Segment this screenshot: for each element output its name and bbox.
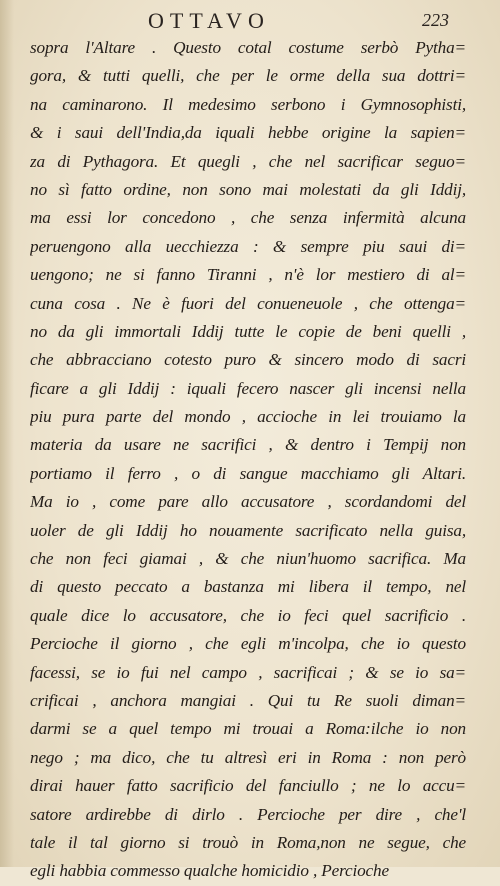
text-line: ma essi lor concedono , che senza infermità alcuna xyxy=(30,208,466,228)
text-line: darmi se a quel tempo mi trouai a Roma:ilche io non xyxy=(30,719,466,739)
text-line: no da gli immortali Iddij tutte le copie de beni quelli , xyxy=(30,321,466,341)
text-line: uengono; ne si fanno Tiranni , n'è lor mestiero di al= xyxy=(30,265,466,285)
text-line: portiamo il ferro , o di sangue macchiamo gli Altari. xyxy=(30,463,466,483)
text-line: facessi, se io fui nel campo , sacrificai ; & se io sa= xyxy=(30,662,466,682)
text-line: egli habbia commesso qualche homicidio , Percioche xyxy=(30,861,389,881)
page-number: 223 xyxy=(422,10,449,30)
text-line: quale dice lo accusatore, che io feci quel sacrificio . xyxy=(30,605,466,625)
text-line: sopra l'Altare . Questo cotal costume serbò Pytha= xyxy=(30,38,466,57)
text-line: che non feci giamai , & che niun'huomo sacrifica. Ma xyxy=(30,549,466,569)
text-line: satore ardirebbe di dirlo . Percioche per dire , che'l xyxy=(30,804,466,824)
text-line: uoler de gli Iddij ho nouamente sacrificato nella guisa, xyxy=(30,520,466,540)
text-line: nego ; ma dico, che tu altresì eri in Roma : non però xyxy=(30,747,466,767)
text-line: dirai hauer fatto sacrificio del fanciullo ; ne lo accu= xyxy=(30,776,466,796)
text-line: cuna cosa . Ne è fuori del conueneuole , che ottenga= xyxy=(30,293,466,313)
text-line: ficare a gli Iddij : iquali fecero nascer gli incensi nella xyxy=(30,378,466,398)
text-line: tale il tal giorno si trouò in Roma,non ne segue, che xyxy=(30,832,466,852)
text-line: che abbracciano cotesto puro & sincero modo di sacri xyxy=(30,350,466,370)
text-line: za di Pythagora. Et quegli , che nel sacrificar seguo= xyxy=(30,151,466,171)
text-line: peruengono alla uecchiezza : & sempre piu saui di= xyxy=(30,236,466,256)
body-text xyxy=(30,34,466,886)
text-line: gora, & tutti quelli, che per le orme della sua dottri= xyxy=(30,66,466,86)
text-line: no sì fatto ordine, non sono mai molestati da gli Iddij, xyxy=(30,179,466,199)
text-line: piu pura parte del mondo , accioche in lei trouiamo la xyxy=(30,407,466,427)
text-line: Ma io , come pare allo accusatore , scordandomi del xyxy=(30,492,466,512)
text-line: crificai , anchora mangiai . Qui tu Re suoli diman= xyxy=(30,690,466,710)
running-head: OTTAVO xyxy=(148,8,270,33)
text-line: materia da usare ne sacrifici , & dentro i Tempij non xyxy=(30,435,466,455)
text-line: & i saui dell'India,da iquali hebbe origine la sapien= xyxy=(30,123,466,143)
page-header xyxy=(0,6,500,36)
text-line: na caminarono. Il medesimo serbono i Gymnosophisti, xyxy=(30,94,466,114)
text-line: di questo peccato a bastanza mi libera il tempo, nel xyxy=(30,577,466,597)
text-line: Percioche il giorno , che egli m'incolpa, che io questo xyxy=(30,634,466,654)
